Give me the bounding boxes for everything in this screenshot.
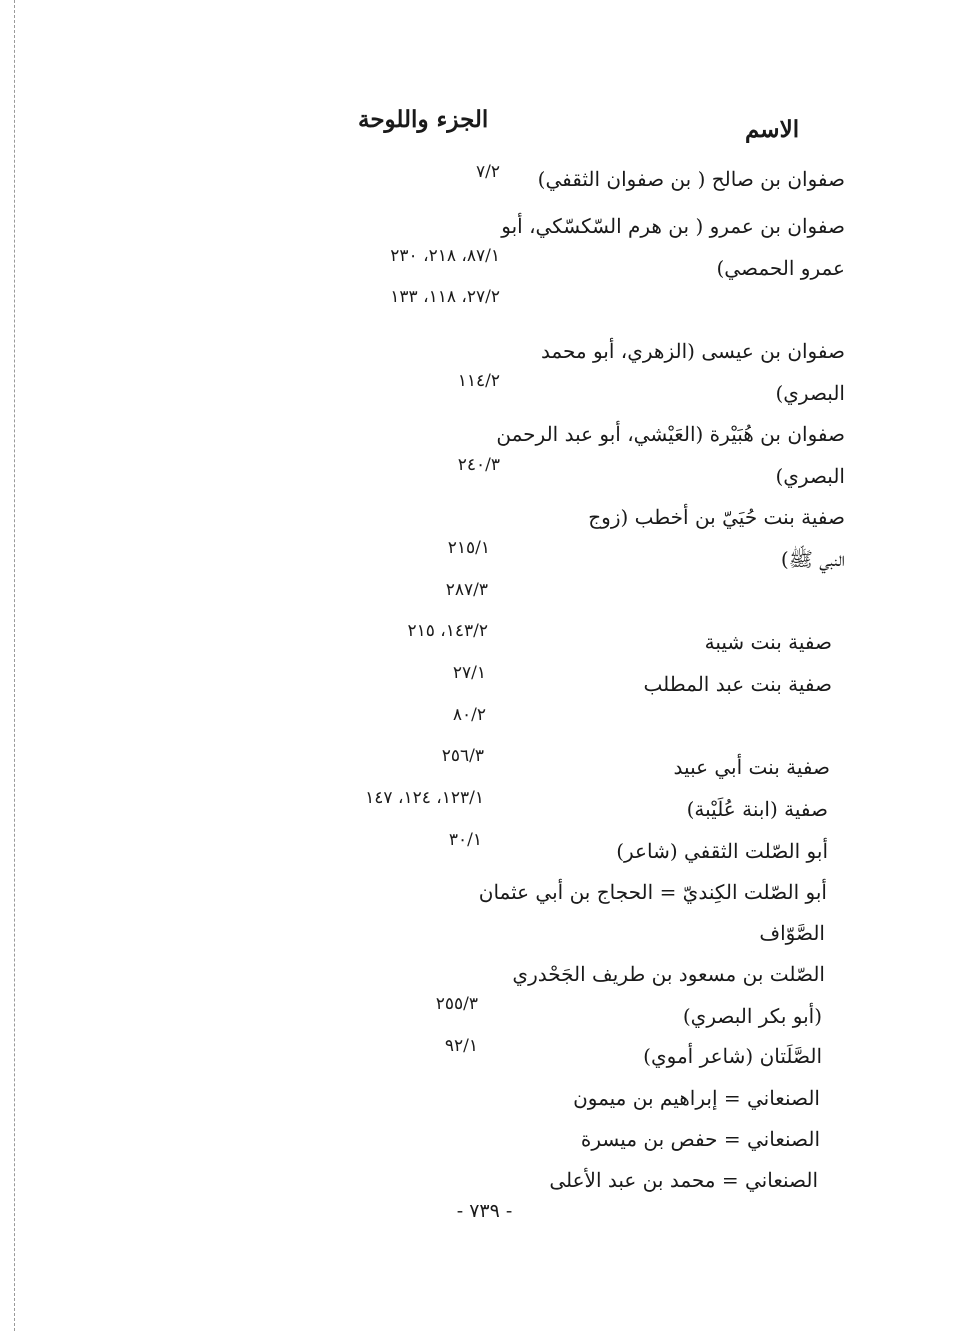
entry-name: (أبو بكر البصري) (682, 1004, 822, 1028)
entry-reference: ٢٨٧/٣ (445, 580, 488, 600)
entry-reference: ١٢٣/١، ١٢٤، ١٤٧ (365, 788, 484, 808)
entry-name: الصَّوّاف (759, 921, 825, 945)
entry-name: صفية بنت عبد المطلب (643, 672, 832, 696)
entry-reference: ١١٤/٢ (457, 371, 500, 391)
entry-name: صفوان بن صالح ( بن صفوان الثقفي) (537, 167, 845, 191)
entry-name: صفوان بن هُبَيْرة (العَيْشي، أبو عبد الرحمن (496, 422, 845, 446)
entry-name: أبو الصّلت الثقفي (شاعر) (616, 839, 828, 863)
entry-name: صفوان بن عمرو ( بن هرم السّكسّكي، أبو (501, 214, 845, 238)
page-number: - ٧٣٩ - (456, 1200, 513, 1222)
entry-reference: ٩٢/١ (444, 1036, 478, 1056)
entry-name: أبو الصّلت الكِنديّ = الحجاج بن أبي عثمان (478, 880, 827, 904)
entry-name: صفية بنت حُيَيّ بن أخطب (زوج (588, 505, 845, 529)
header-part-plate: الجزء واللوحة (358, 106, 489, 133)
entry-name: النبي ﷺ) (780, 547, 845, 571)
entry-reference: ١٤٣/٢، ٢١٥ (407, 621, 488, 641)
entry-reference: ٣٠/١ (448, 830, 482, 850)
entry-name: الصّلت بن مسعود بن طريف الجَحْدري (512, 962, 825, 986)
entry-name: الصنعاني = محمد بن عبد الأعلى (549, 1168, 818, 1192)
entry-reference: ٨٧/١، ٢١٨، ٢٣٠ (390, 246, 500, 266)
entry-name: صفية بنت أبي عبيد (673, 755, 830, 779)
entry-reference: ٢٥٥/٣ (435, 994, 478, 1014)
entry-name: الصَّلَتان (شاعر أموي) (643, 1044, 822, 1068)
entry-name: البصري) (775, 464, 845, 488)
entry-reference: ٨٠/٢ (452, 705, 486, 725)
entry-reference: ٢٧/٢، ١١٨، ١٣٣ (390, 287, 500, 307)
entry-reference: ٢١٥/١ (447, 538, 490, 558)
entry-name: صفية (ابنة عُلَيْبة) (686, 797, 828, 821)
entry-name: صفية بنت شيبة (704, 630, 832, 654)
scan-edge-line (14, 0, 15, 1331)
entry-reference: ٢٥٦/٣ (441, 746, 484, 766)
entry-name: صفوان بن عيسى (الزهري، أبو محمد (540, 339, 845, 363)
entry-name: عمرو الحمصي) (716, 256, 845, 280)
header-name: الاسم (745, 116, 800, 143)
entry-name: الصنعاني = حفص بن ميسرة (580, 1127, 820, 1151)
entry-reference: ٧/٢ (476, 162, 500, 182)
entry-name: البصري) (775, 381, 845, 405)
entry-name: الصنعاني = إبراهيم بن ميمون (573, 1086, 820, 1110)
entry-reference: ٢٤٠/٣ (457, 455, 500, 475)
entry-reference: ٢٧/١ (452, 663, 486, 683)
